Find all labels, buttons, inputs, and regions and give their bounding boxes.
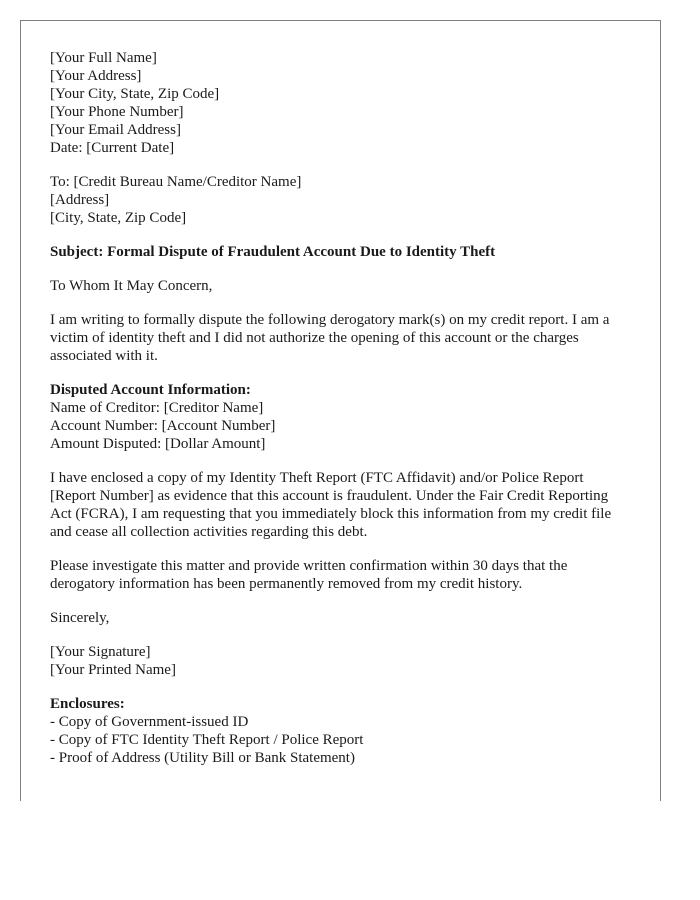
creditor-name: Name of Creditor: [Creditor Name] <box>50 400 264 416</box>
recipient-name: To: [Credit Bureau Name/Creditor Name] <box>50 174 302 190</box>
recipient-city-state-zip: [City, State, Zip Code] <box>50 210 187 226</box>
closing: Sincerely, <box>50 610 110 626</box>
body-paragraph-evidence: I have enclosed a copy of my Identity Theft Report (FTC Affidavit) and/or Police Report [Report Number] as evidence that this account is fraudulent. Under the Fair Credit Reporting Act (FCRA), I am requesting that you immediately block this information from my credit file and cease all collection activities regarding this debt. <box>50 470 612 540</box>
letter-page <box>20 20 661 801</box>
printed-name: [Your Printed Name] <box>50 662 176 678</box>
signature-placeholder: [Your Signature] <box>50 644 151 660</box>
subject-line: Subject: Formal Dispute of Fraudulent Account Due to Identity Theft <box>50 244 496 260</box>
recipient-address: [Address] <box>50 192 110 208</box>
disputed-account-heading: Disputed Account Information: <box>50 382 251 398</box>
sender-block <box>50 49 632 157</box>
letter-date: Date: [Current Date] <box>50 140 175 156</box>
enclosure-item: - Copy of Government-issued ID <box>50 714 249 730</box>
sender-phone: [Your Phone Number] <box>50 104 184 120</box>
enclosures-block <box>50 695 632 767</box>
sender-address: [Your Address] <box>50 68 142 84</box>
account-number: Account Number: [Account Number] <box>50 418 276 434</box>
sender-email: [Your Email Address] <box>50 122 181 138</box>
signature-block <box>50 643 632 679</box>
body-paragraph-request: Please investigate this matter and provide written confirmation within 30 days that the derogatory information has been permanently removed from my credit history. <box>50 558 568 592</box>
amount-disputed: Amount Disputed: [Dollar Amount] <box>50 436 266 452</box>
body-paragraph-intro: I am writing to formally dispute the following derogatory mark(s) on my credit report. I am a victim of identity theft and I did not authorize the opening of this account or the charges associated with it. <box>50 312 610 364</box>
recipient-block <box>50 173 632 227</box>
enclosures-heading: Enclosures: <box>50 696 125 712</box>
salutation: To Whom It May Concern, <box>50 278 213 294</box>
disputed-account-block <box>50 381 632 453</box>
sender-city-state-zip: [Your City, State, Zip Code] <box>50 86 220 102</box>
enclosure-item: - Copy of FTC Identity Theft Report / Police Report <box>50 732 364 748</box>
sender-name: [Your Full Name] <box>50 50 157 66</box>
enclosure-item: - Proof of Address (Utility Bill or Bank Statement) <box>50 750 355 766</box>
